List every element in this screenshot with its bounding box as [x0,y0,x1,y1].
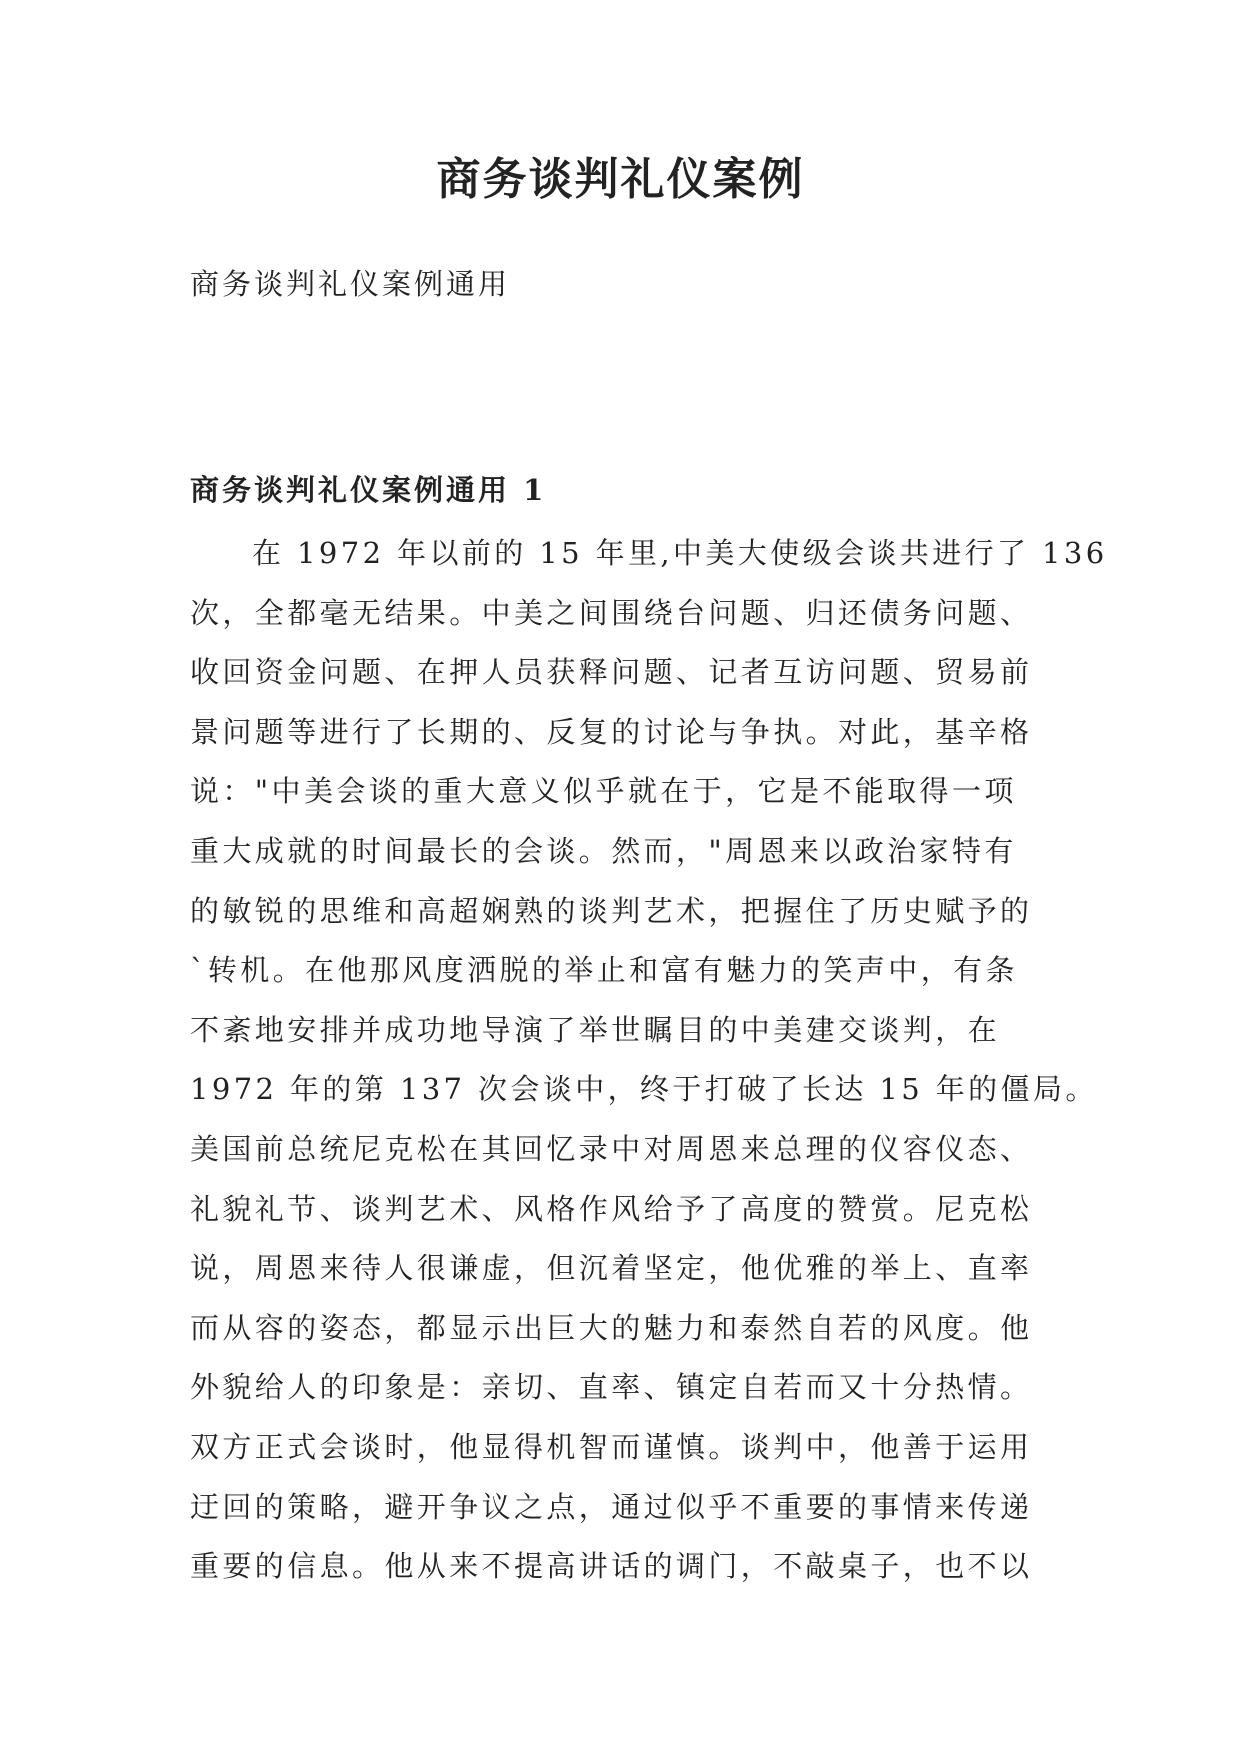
paragraph-line: 而从容的姿态，都显示出巨大的魅力和泰然自若的风度。他 [190,1310,1033,1345]
paragraph-line: 说："中美会谈的重大意义似乎就在于，它是不能取得一项 [190,774,1017,809]
body-paragraph [190,524,1108,1597]
paragraph-line: 1972 年的第 137 次会谈中，终于打破了长达 15 年的僵局。 [190,1072,1098,1107]
paragraph-line: 礼貌礼节、谈判艺术、风格作风给予了高度的赞赏。尼克松 [190,1191,1033,1226]
paragraph-line: 美国前总统尼克松在其回忆录中对周恩来总理的仪容仪态、 [190,1131,1033,1166]
paragraph-line: 重要的信息。他从来不提高讲话的调门，不敲桌子，也不以 [190,1549,1033,1584]
paragraph-line: `转机。在他那风度洒脱的举止和富有魅力的笑声中，有条 [190,953,1018,988]
paragraph-line: 景问题等进行了长期的、反复的讨论与争执。对此，基辛格 [190,714,1033,749]
paragraph-line: 外貌给人的印象是：亲切、直率、镇定自若而又十分热情。 [190,1370,1033,1405]
paragraph-line: 不紊地安排并成功地导演了举世瞩目的中美建交谈判，在 [190,1012,1001,1047]
paragraph-line: 在 1972 年以前的 15 年里,中美大使级会谈共进行了 136 [252,536,1108,570]
paragraph-line: 的敏锐的思维和高超娴熟的谈判艺术，把握住了历史赋予的 [190,893,1033,928]
paragraph-line: 说，周恩来待人很谦虚，但沉着坚定，他优雅的举上、直率 [190,1251,1033,1286]
paragraph-line: 迂回的策略，避开争议之点，通过似乎不重要的事情来传递 [190,1489,1033,1524]
section-heading: 商务谈判礼仪案例通用 1 [190,473,547,507]
document-subtitle: 商务谈判礼仪案例通用 [190,267,511,301]
document-title: 商务谈判礼仪案例 [436,154,805,205]
paragraph-line: 重大成就的时间最长的会谈。然而，"周恩来以政治家特有 [190,833,1017,868]
paragraph-line: 收回资金问题、在押人员获释问题、记者互访问题、贸易前 [190,655,1033,690]
paragraph-line: 双方正式会谈时，他显得机智而谨慎。谈判中，他善于运用 [190,1429,1033,1464]
paragraph-line: 次，全都毫无结果。中美之间围绕台问题、归还债务问题、 [190,595,1033,630]
